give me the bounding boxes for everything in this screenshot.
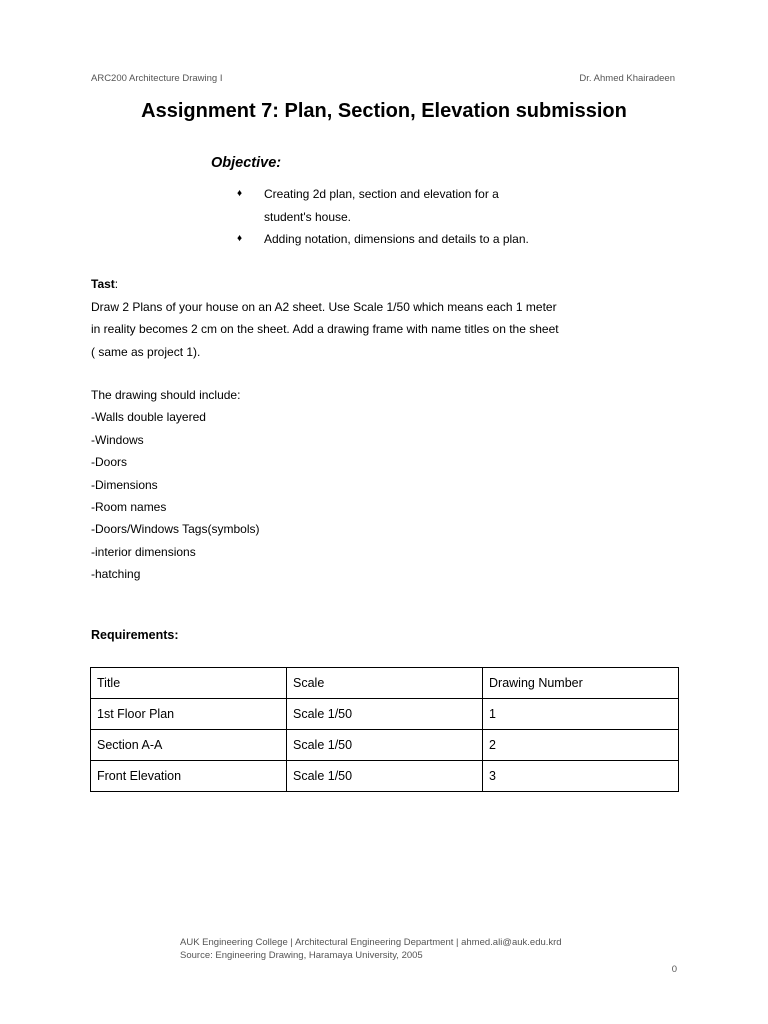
diamond-bullet-icon: ♦	[237, 188, 243, 199]
page-footer	[180, 936, 562, 962]
table-cell: Section A-A	[91, 730, 287, 761]
requirements-heading: Requirements:	[91, 628, 179, 642]
list-item: -Dimensions	[91, 477, 158, 492]
page-number: 0	[671, 964, 677, 975]
requirements-table	[90, 667, 679, 792]
table-cell: Front Elevation	[91, 761, 287, 792]
header-course: ARC200 Architecture Drawing I	[91, 73, 223, 84]
objective-item	[237, 228, 537, 251]
list-item: -Room names	[91, 500, 167, 515]
page-title: Assignment 7: Plan, Section, Elevation submission	[141, 100, 627, 122]
task-heading-colon: :	[114, 277, 119, 291]
table-row	[91, 761, 679, 792]
table-cell: 1	[483, 699, 679, 730]
footer-source: Source: Engineering Drawing, Haramaya University, 2005	[180, 950, 423, 961]
task-section	[91, 273, 561, 363]
task-heading-line	[91, 273, 561, 296]
table-row	[91, 730, 679, 761]
objective-item-text: Creating 2d plan, section and elevation for a student's house.	[264, 187, 499, 224]
table-cell: Scale 1/50	[287, 730, 483, 761]
column-header: Scale	[287, 668, 483, 699]
list-item: -Doors/Windows Tags(symbols)	[91, 522, 260, 537]
list-item: -hatching	[91, 567, 141, 582]
column-header: Title	[91, 668, 287, 699]
table-cell: 3	[483, 761, 679, 792]
column-header: Drawing Number	[483, 668, 679, 699]
table-cell: 1st Floor Plan	[91, 699, 287, 730]
list-item: -Walls double layered	[91, 410, 206, 425]
task-body: Draw 2 Plans of your house on an A2 sheet. Use Scale 1/50 which means each 1 meter in reality becomes 2 cm on the sheet. Add a drawing frame with name titles on the sheet ( same as project 1).	[91, 299, 559, 359]
objective-item-text: Adding notation, dimensions and details to a plan.	[264, 232, 529, 246]
objective-item	[237, 183, 537, 228]
table-cell: 2	[483, 730, 679, 761]
objective-list	[237, 183, 537, 251]
list-item: -Doors	[91, 455, 128, 470]
table-row	[91, 699, 679, 730]
task-heading: Tast	[91, 277, 115, 291]
table-cell: Scale 1/50	[287, 761, 483, 792]
list-item: -Windows	[91, 432, 144, 447]
diamond-bullet-icon: ♦	[237, 233, 243, 244]
includes-intro: The drawing should include:	[91, 388, 241, 402]
footer-affiliation: AUK Engineering College | Architectural Engineering Department | ahmed.ali@auk.edu.krd	[180, 937, 562, 948]
header-instructor: Dr. Ahmed Khairadeen	[579, 73, 675, 84]
table-cell: Scale 1/50	[287, 699, 483, 730]
table-header-row	[91, 668, 679, 699]
objective-heading: Objective:	[211, 155, 282, 171]
list-item: -interior dimensions	[91, 544, 196, 559]
drawing-includes-list	[91, 384, 260, 586]
